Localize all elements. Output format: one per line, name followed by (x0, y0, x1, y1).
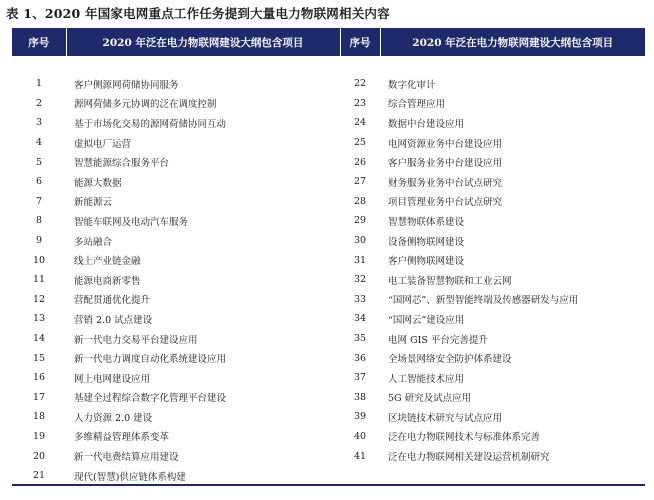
seq-right-cell: 36 (353, 352, 367, 364)
table-row (12, 446, 645, 466)
seq-left-cell: 7 (35, 195, 43, 207)
table-row (12, 368, 645, 388)
seq-right-cell: 29 (353, 215, 367, 227)
content-right-cell: 区块链技术研究与试点应用 (388, 412, 503, 424)
seq-right-cell: 26 (353, 156, 367, 168)
content-left-cell: 新一代电力调度自动化系统建设应用 (74, 354, 227, 366)
content-right-cell: 客户侧物联网建设 (388, 256, 465, 268)
seq-left-cell: 9 (35, 235, 43, 247)
content-right-cell: 设备侧物联网建设 (388, 236, 465, 248)
content-right-cell: 人工智能技术应用 (388, 373, 465, 385)
content-left-cell: 多站融合 (74, 236, 113, 248)
table-row (12, 231, 645, 251)
content-right-cell: 数据中台建设应用 (388, 118, 465, 130)
header-content-left: 2020 年泛在电力物联网建设大纲包含项目 (66, 28, 340, 56)
content-left-cell: 新一代电力交易平台建设应用 (74, 334, 198, 346)
seq-right-cell: 24 (353, 117, 367, 129)
seq-left-cell: 1 (35, 78, 43, 90)
table-row (12, 309, 645, 329)
content-left-cell: 人力资源 2.0 建设 (74, 412, 153, 424)
table-row (12, 466, 645, 486)
content-right-cell: 综合管理应用 (388, 99, 446, 111)
content-right-cell: “国网云”建设应用 (388, 314, 465, 326)
seq-left-cell: 8 (35, 215, 43, 227)
seq-left-cell: 14 (32, 333, 46, 345)
content-right-cell: 泛在电力物联网相关建设运营机制研究 (388, 452, 550, 464)
content-right-cell: 泛在电力物联网技术与标准体系完善 (388, 432, 541, 444)
content-left-cell: 客户侧源网荷储协同服务 (74, 79, 179, 91)
content-right-cell: 电网资源业务中台建设应用 (388, 138, 503, 150)
table-row (12, 172, 645, 192)
seq-right-cell: 27 (353, 176, 367, 188)
table-row (12, 348, 645, 368)
seq-left-cell: 19 (32, 430, 46, 442)
seq-left-cell: 17 (32, 391, 46, 403)
seq-left-cell: 5 (35, 156, 43, 168)
content-left-cell: 能源电商新零售 (74, 275, 141, 287)
seq-left-cell: 13 (32, 313, 46, 325)
seq-left-cell: 21 (32, 470, 46, 482)
seq-left-cell: 12 (32, 293, 46, 305)
content-right-cell: 5G 研究及试点应用 (388, 393, 472, 405)
table-header-row (12, 28, 645, 56)
content-right-cell: “国网芯”、新型智能终端及传感器研发与应用 (388, 295, 579, 307)
seq-left-cell: 18 (32, 411, 46, 423)
table-row (12, 250, 645, 270)
seq-right-cell: 32 (353, 274, 367, 286)
content-left-cell: 基建全过程综合数字化管理平台建设 (74, 393, 227, 405)
seq-right-cell: 35 (353, 333, 367, 345)
content-right-cell: 全场景网络安全防护体系建设 (388, 354, 512, 366)
table-row (12, 192, 645, 212)
table-row (12, 427, 645, 447)
seq-right-cell: 33 (353, 293, 367, 305)
content-left-cell: 新一代电费结算应用建设 (74, 452, 179, 464)
seq-left-cell: 3 (35, 117, 43, 129)
content-right-cell (380, 466, 645, 486)
table-row (12, 133, 645, 153)
table-row (12, 329, 645, 349)
table-row (12, 211, 645, 231)
content-left-cell: 多维精益管理体系变革 (74, 432, 170, 444)
seq-right-cell: 30 (353, 235, 367, 247)
content-right-cell: 电工装备智慧物联和工业云网 (388, 275, 512, 287)
seq-right-cell: 40 (353, 430, 367, 442)
seq-left-cell: 6 (35, 176, 43, 188)
seq-right-cell: 41 (353, 450, 367, 462)
content-left-cell: 营配贯通优化提升 (74, 295, 151, 307)
content-left-cell: 网上电网建设应用 (74, 373, 151, 385)
header-content-right: 2020 年泛在电力物联网建设大纲包含项目 (380, 28, 645, 56)
content-left-cell: 新能源云 (74, 197, 113, 209)
seq-right-cell (340, 466, 380, 486)
seq-right-cell: 39 (353, 411, 367, 423)
seq-right-cell: 38 (353, 391, 367, 403)
header-seq-left: 序号 (28, 36, 50, 49)
content-left-cell: 营销 2.0 试点建设 (74, 314, 153, 326)
seq-left-cell: 10 (32, 254, 46, 266)
table-row (12, 290, 645, 310)
content-right-cell: 数字化审计 (388, 79, 436, 91)
header-seq-right: 序号 (340, 28, 380, 56)
content-left-cell: 智慧能源综合服务平台 (74, 158, 170, 170)
table-row (12, 74, 645, 94)
content-right-cell: 电网 GIS 平台完善提升 (388, 334, 488, 346)
seq-right-cell: 31 (353, 254, 367, 266)
seq-left-cell: 4 (35, 137, 43, 149)
content-left-cell: 源网荷储多元协调的泛在调度控制 (74, 99, 217, 111)
seq-right-cell: 34 (353, 313, 367, 325)
seq-right-cell: 37 (353, 372, 367, 384)
table-row (12, 94, 645, 114)
seq-right-cell: 22 (353, 78, 367, 90)
content-left-cell: 现代(智慧)供应链体系构建 (74, 471, 186, 483)
seq-left-cell: 15 (32, 352, 46, 364)
seq-left-cell: 16 (32, 372, 46, 384)
content-left-cell: 能源大数据 (74, 177, 122, 189)
seq-left-cell: 11 (32, 274, 46, 286)
table-row (12, 388, 645, 408)
bottom-rule (12, 484, 645, 486)
seq-right-cell: 25 (353, 137, 367, 149)
content-left-cell: 虚拟电厂运营 (74, 138, 132, 150)
seq-left-cell: 20 (32, 450, 46, 462)
content-right-cell: 智慧物联体系建设 (388, 216, 465, 228)
table-title: 表 1、2020 年国家电网重点工作任务提到大量电力物联网相关内容 (6, 6, 390, 21)
table-row (12, 270, 645, 290)
content-left-cell: 智能车联网及电动汽车服务 (74, 216, 189, 228)
table-row (12, 152, 645, 172)
content-left-cell: 基于市场化交易的源网荷储协同互动 (74, 118, 227, 130)
seq-right-cell: 23 (353, 97, 367, 109)
table-row (12, 113, 645, 133)
content-left-cell: 线上产业链金融 (74, 256, 141, 268)
content-right-cell: 财务服务业务中台试点研究 (388, 177, 503, 189)
table-row (12, 407, 645, 427)
project-table (12, 28, 645, 485)
content-right-cell: 项目管理业务中台试点研究 (388, 197, 503, 209)
seq-left-cell: 2 (35, 97, 43, 109)
content-right-cell: 客户服务业务中台建设应用 (388, 158, 503, 170)
seq-right-cell: 28 (353, 195, 367, 207)
